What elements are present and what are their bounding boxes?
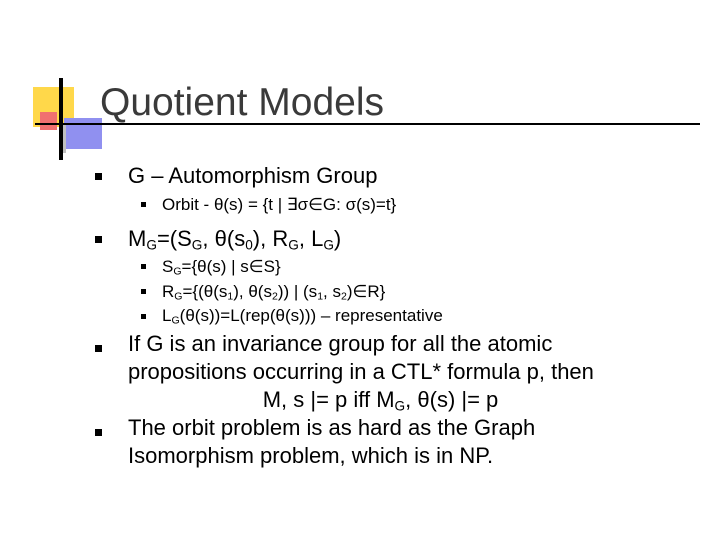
bullet-square-icon [95, 236, 102, 243]
bullet-rg: $R_G=\{(\theta(s_1)$, $\theta(s_2)$) | ($s_1$, $s_2)\in R$} [162, 282, 386, 303]
bullet-lg: $L_G(\theta(s))=L(rep(\theta(s)))$ – representative [162, 306, 443, 327]
bullet-square-icon [95, 345, 102, 352]
bullet-square-icon [95, 173, 102, 180]
sub-bullet-square-icon [141, 264, 146, 269]
bullet-orbit: Orbit - θ(s) = {t | ∃σ∈G: σ(s)=t} [162, 195, 397, 214]
title-ornament-vertical-line [59, 78, 63, 160]
sub-bullet-square-icon [141, 289, 146, 294]
slide-title: Quotient Models [100, 81, 384, 124]
bullet-sg: $S_G=\{\theta(s)$ | s∈S} [162, 257, 281, 278]
title-ornament-gray-line [63, 123, 66, 153]
bullet-model: $M_G=(S_G$, $\theta(s_0)$, $R_G$, $L_G$) [128, 226, 342, 253]
bullet-invariance: If G is an invariance group for all the atomic propositions occurring in a CTL* formula p, then M, s |= p iff $M_G$, θ(s) |= p [128, 331, 594, 414]
bullet-automorphism: G – Automorphism Group [128, 163, 378, 188]
sub-bullet-square-icon [141, 202, 146, 207]
bullet-orbit-problem: The orbit problem is as hard as the Graph Isomorphism problem, which is in NP. [128, 415, 536, 468]
sub-bullet-square-icon [141, 314, 146, 319]
bullet-square-icon [95, 429, 102, 436]
title-ornament-pink [40, 112, 57, 130]
